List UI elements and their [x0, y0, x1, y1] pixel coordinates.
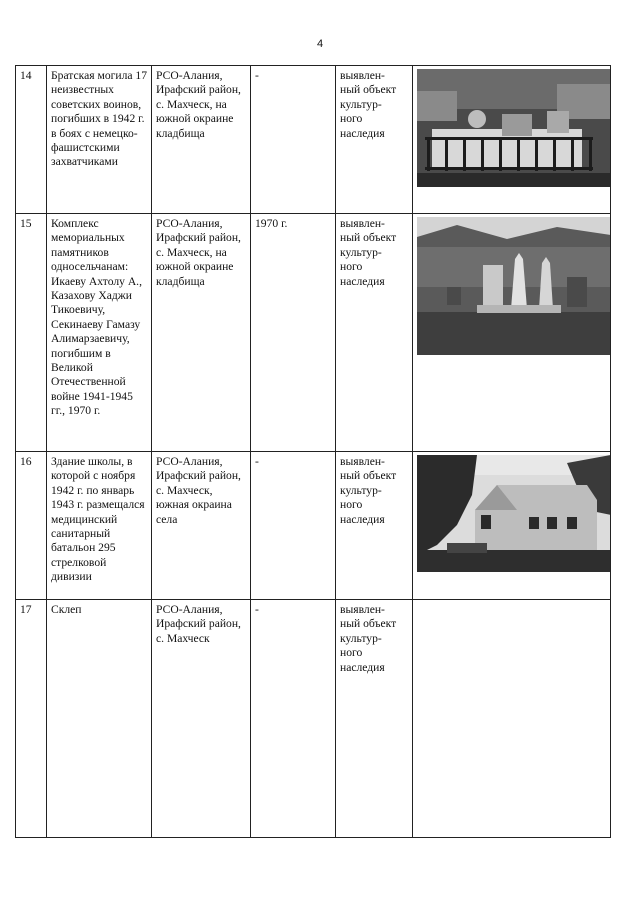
object-location: РСО-Алания, Ирафский район, с. Махческ, на южной окраине кладбища [152, 214, 251, 452]
photo-cell [413, 214, 611, 452]
object-date: 1970 г. [251, 214, 336, 452]
row-number: 16 [16, 452, 47, 600]
object-name: Склеп [47, 600, 152, 838]
object-category: выявлен- ный объект культур- ного наследия [336, 66, 413, 214]
object-date: - [251, 600, 336, 838]
photo-cell-empty [413, 600, 611, 838]
fenced-memorial-photo [417, 69, 611, 187]
object-date: - [251, 66, 336, 214]
row-number: 17 [16, 600, 47, 838]
photo-cell [413, 452, 611, 600]
table-row [16, 66, 611, 214]
object-name: Комплекс мемориальных памятников односельчанам: Икаеву Ахтолу А., Казахову Хаджи Тикоевичу, Секинаеву Гамазу Алимарзаевичу, погибшим в Великой Отечественной войне 1941-1945 гг., 1970 г. [47, 214, 152, 452]
object-name: Здание школы, в которой с ноября 1942 г. по январь 1943 г. размещался медицинский санитарный батальон 295 стрелковой дивизии [47, 452, 152, 600]
row-number: 15 [16, 214, 47, 452]
object-category: выявлен- ный объект культур- ного наследия [336, 600, 413, 838]
obelisks-photo [417, 217, 611, 355]
object-category: выявлен- ный объект культур- ного наследия [336, 214, 413, 452]
page-number: 4 [316, 38, 324, 50]
object-location: РСО-Алания, Ирафский район, с. Махческ, на южной окраине кладбища [152, 66, 251, 214]
object-name: Братская могила 17 неизвестных советских воинов, погибших в 1942 г. в боях с немецко-фашистскими захватчиками [47, 66, 152, 214]
table-row [16, 600, 611, 838]
photo-cell [413, 66, 611, 214]
table-row [16, 214, 611, 452]
object-location: РСО-Алания, Ирафский район, с. Махческ [152, 600, 251, 838]
table-row [16, 452, 611, 600]
row-number: 14 [16, 66, 47, 214]
heritage-registry-table [15, 65, 611, 838]
object-category: выявлен- ный объект культур- ного наследия [336, 452, 413, 600]
object-location: РСО-Алания, Ирафский район, с. Махческ, южная окраина села [152, 452, 251, 600]
school-building-photo [417, 455, 611, 572]
object-date: - [251, 452, 336, 600]
